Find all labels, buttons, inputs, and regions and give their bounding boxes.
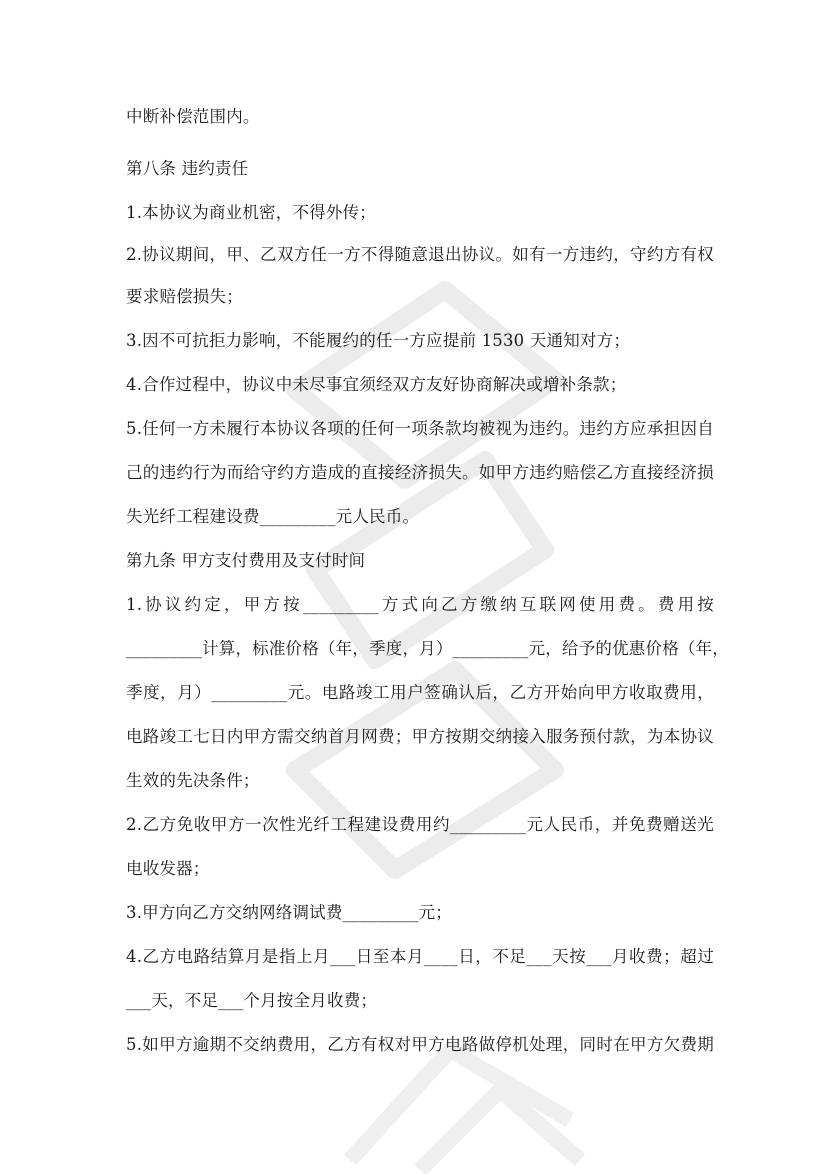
- text-line: 5.任何一方未履行本协议各项的任何一项条款均被视为违约。违约方应承担因自: [126, 419, 714, 438]
- text-line: 5.如甲方逾期不交纳费用，乙方有权对甲方电路做停机处理，同时在甲方欠费期: [126, 1035, 714, 1054]
- text-line: 季度，月）_________元。电路竣工用户签确认后，乙方开始向甲方收取费用，: [126, 683, 714, 702]
- text-line: 失光纤工程建设费_________元人民币。: [126, 507, 420, 526]
- text-line: 己的违约行为而给守约方造成的直接经济损失。如甲方违约赔偿乙方直接经济损: [126, 463, 714, 482]
- text-line: _________计算，标准价格（年，季度，月）_________元，给予的优惠价格（年，: [126, 639, 729, 658]
- text-line: 2.协议期间，甲、乙双方任一方不得随意退出协议。如有一方违约，守约方有权: [126, 245, 714, 264]
- text-line: 3.因不可抗拒力影响，不能履约的任一方应提前 1530 天通知对方；: [126, 331, 631, 350]
- text-line: 电收发器；: [126, 859, 210, 878]
- section-heading-article-9: 第九条 甲方支付费用及支付时间: [126, 551, 366, 570]
- text-line: 要求赔偿损失；: [126, 287, 243, 306]
- section-heading-article-8: 第八条 违约责任: [126, 159, 249, 178]
- text-line: ___天，不足___个月按全月收费；: [126, 991, 378, 1010]
- text-line: 2.乙方免收甲方一次性光纤工程建设费用约_________元人民币，并免费赠送光: [126, 815, 714, 834]
- text-line: 中断补偿范围内。: [126, 107, 260, 126]
- text-line: 生效的先决条件；: [126, 771, 260, 790]
- text-line: 1.本协议为商业机密，不得外传；: [126, 203, 376, 222]
- text-line: 1.协议约定，甲方按_________方式向乙方缴纳互联网使用费。费用按: [126, 595, 714, 614]
- text-line: 电路竣工七日内甲方需交纳首月网费；甲方按期交纳接入服务预付款，为本协议: [126, 727, 714, 746]
- text-line: 3.甲方向乙方交纳网络调试费_________元；: [126, 903, 452, 922]
- text-line: 4.合作过程中，协议中未尽事宜须经双方友好协商解决或增补条款；: [126, 375, 627, 394]
- text-line: 4.乙方电路结算月是指上月___日至本月____日，不足___天按___月收费；超过: [126, 947, 714, 966]
